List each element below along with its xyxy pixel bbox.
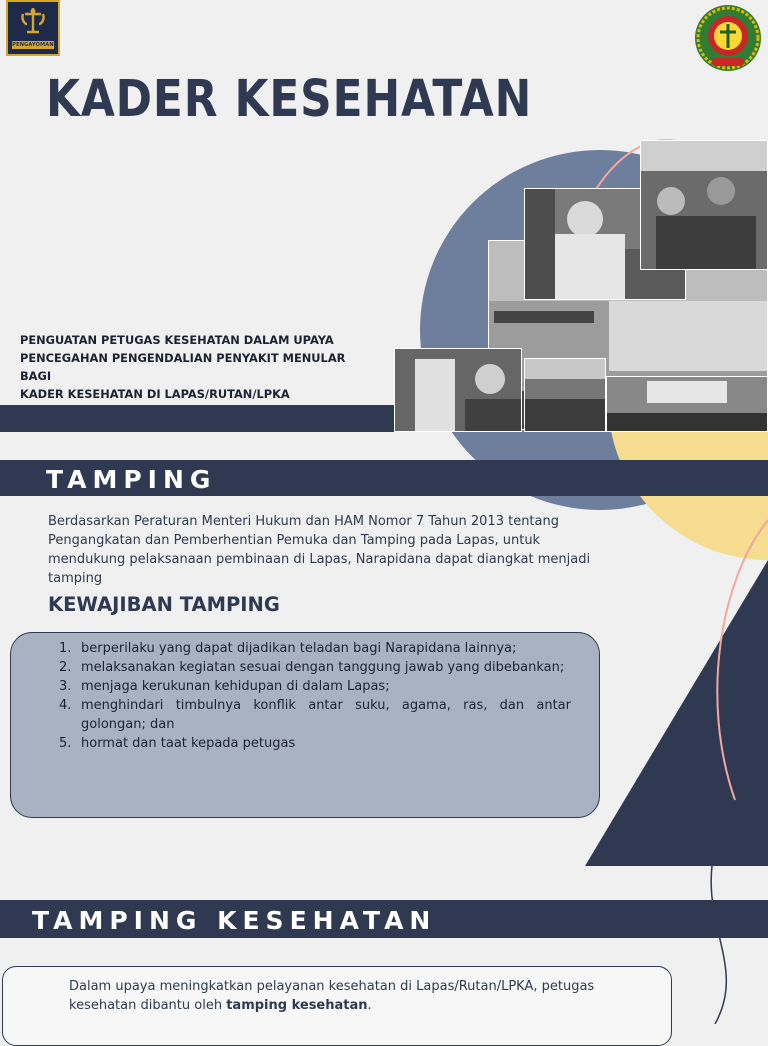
list-item bbox=[59, 734, 571, 753]
item-number: 4. bbox=[59, 698, 72, 713]
item-number: 3. bbox=[59, 679, 72, 694]
tamping-paragraph: Berdasarkan Peraturan Menteri Hukum dan HAM Nomor 7 Tahun 2013 tentang Pengangkatan dan Pemberhentian Pemuka dan Tamping pada Lapas, untuk mendukung pelaksanaan pembinaan di Lapas, Narapidana dapat diangkat menjadi tamping bbox=[48, 514, 591, 586]
subtitle-line: PENCEGAHAN PENGENDALIAN PENYAKIT MENULAR BAGI bbox=[20, 351, 346, 383]
item-number: 5. bbox=[59, 736, 72, 751]
page-title: KADER KESEHATAN bbox=[46, 70, 533, 129]
photo-vaccination bbox=[394, 348, 522, 432]
item-text: berperilaku yang dapat dijadikan teladan bagi Narapidana lainnya; bbox=[81, 641, 517, 656]
item-text: menghindari timbulnya konflik antar suku, agama, ras, dan antar golongan; dan bbox=[81, 698, 571, 732]
kewajiban-list bbox=[59, 639, 571, 753]
paragraph-emphasis: tamping kesehatan bbox=[226, 998, 368, 1013]
photo-seated-audience bbox=[524, 358, 606, 432]
item-number: 1. bbox=[59, 641, 72, 656]
navy-triangle-shape bbox=[585, 560, 768, 866]
item-text: melaksanakan kegiatan sesuai dengan tanggung jawab yang dibebankan; bbox=[81, 660, 565, 675]
kewajiban-heading: KEWAJIBAN TAMPING bbox=[48, 593, 280, 616]
kewajiban-box bbox=[10, 632, 600, 818]
tamping-kesehatan-box bbox=[2, 966, 672, 1046]
dark-curve-line bbox=[711, 866, 726, 1024]
list-item bbox=[59, 677, 571, 696]
subtitle-line: KADER KESEHATAN DI LAPAS/RUTAN/LPKA bbox=[20, 387, 290, 401]
item-text: hormat dan taat kepada petugas bbox=[81, 736, 296, 751]
institution-seal-icon bbox=[692, 2, 764, 74]
paragraph-end: . bbox=[367, 998, 372, 1013]
item-text: menjaga kerukunan kehidupan di dalam Lapas; bbox=[81, 679, 390, 694]
kemenkumham-logo bbox=[6, 0, 60, 56]
photo-group-meeting bbox=[640, 140, 768, 270]
list-item bbox=[59, 639, 571, 658]
list-item bbox=[59, 658, 571, 677]
item-number: 2. bbox=[59, 660, 72, 675]
section-heading-tamping: TAMPING bbox=[46, 465, 217, 494]
subtitle-line: PENGUATAN PETUGAS KESEHATAN DALAM UPAYA bbox=[20, 333, 334, 347]
subtitle bbox=[20, 331, 380, 403]
logo-tag-text: PENGAYOMAN bbox=[12, 42, 54, 48]
photo-presentation bbox=[606, 376, 768, 432]
section-heading-tamping-kesehatan: TAMPING KESEHATAN bbox=[32, 906, 437, 935]
tamping-kesehatan-paragraph bbox=[69, 977, 661, 1015]
pengayoman-emblem-icon bbox=[17, 6, 49, 36]
paragraph-text: Dalam upaya meningkatkan pelayanan kesehatan di Lapas/Rutan/LPKA, petugas kesehatan dibantu oleh bbox=[69, 979, 595, 1013]
list-item bbox=[59, 696, 571, 734]
header-divider-bar bbox=[0, 405, 394, 432]
